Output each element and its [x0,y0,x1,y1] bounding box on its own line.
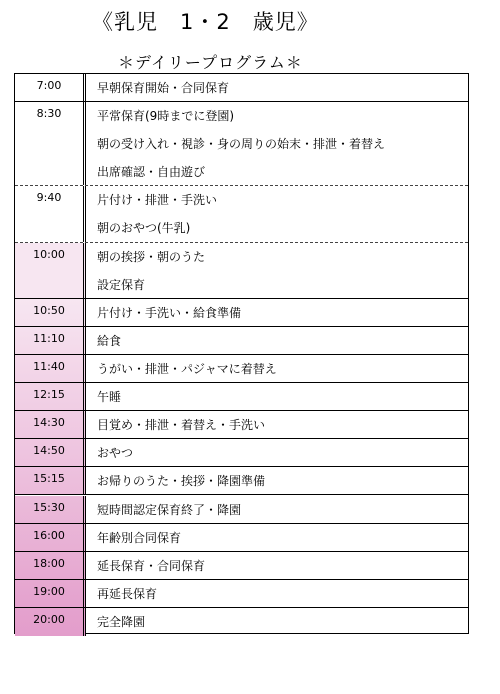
schedule-table [14,73,469,634]
activity-text: 年齢別合同保育 [97,530,182,545]
activity-text: 朝の挨拶・朝のうた [97,249,206,264]
activity-text: 早朝保育開始・合同保育 [97,81,230,95]
time-label: 20:00 [33,612,65,626]
time-cell [15,74,86,101]
time-label: 18:00 [33,556,65,570]
time-label: 9:40 [36,191,62,205]
activity-text: 延長保育・合同保育 [97,558,206,573]
page-subtitle: ＊デイリープログラム＊ [118,53,303,72]
time-cell [15,496,86,523]
schedule-row [15,243,468,299]
schedule-row [15,496,468,524]
time-label: 11:10 [33,331,65,345]
time-cell [15,299,86,326]
schedule-row [15,552,468,580]
schedule-row [15,383,468,411]
time-label: 7:00 [36,79,62,92]
time-cell [15,608,86,636]
time-cell [15,467,86,494]
activity-text: おやつ [97,446,134,461]
schedule-row [15,74,468,102]
time-cell [15,552,86,579]
schedule-row [15,102,468,186]
time-label: 15:30 [33,500,65,514]
time-label: 10:50 [33,303,65,317]
schedule-row [15,524,468,552]
schedule-row [15,411,468,439]
schedule-row [15,355,468,383]
schedule-row [15,580,468,608]
activity-text: 設定保育 [97,277,146,292]
activity-text: 午睡 [97,390,122,405]
schedule-row [15,299,468,327]
activity-text: うがい・排泄・パジャマに着替え [97,362,277,376]
page-title: 《乳児 1・2 歳児》 [92,10,319,34]
time-cell [15,439,86,466]
schedule-row [15,608,468,636]
activity-text: 朝の受け入れ・視診・身の周りの始末・排泄・着替え [97,137,386,152]
activity-text: 片付け・排泄・手洗い [97,193,218,208]
time-cell [15,102,86,185]
schedule-row [15,439,468,467]
schedule-row [15,186,468,242]
activity-text: 短時間認定保育終了・降園 [97,502,242,517]
time-cell [15,327,86,354]
time-cell [15,524,86,551]
activity-text: お帰りのうた・挨拶・降園準備 [97,474,266,489]
time-label: 15:15 [33,472,65,486]
activity-text: 出席確認・自由遊び [97,165,206,180]
time-label: 16:00 [33,528,65,542]
time-cell [15,411,86,438]
time-label: 19:00 [33,584,65,598]
time-label: 14:30 [33,416,65,430]
activity-text: 再延長保育 [97,586,158,601]
time-cell [15,383,86,410]
time-cell [15,355,86,382]
schedule-row [15,327,468,355]
activity-text: 朝のおやつ(牛乳) [97,221,191,236]
time-label: 12:15 [33,388,65,402]
time-label: 14:50 [33,444,65,458]
time-label: 11:40 [33,360,65,373]
time-label: 10:00 [33,247,65,261]
time-cell [15,243,86,298]
time-cell [15,580,86,607]
activity-text: 完全降園 [97,614,146,629]
activity-text: 給食 [97,333,122,348]
time-label: 8:30 [36,107,62,121]
activity-text: 目覚め・排泄・着替え・手洗い [97,418,266,433]
activity-text: 平常保育(9時までに登園) [97,109,234,124]
schedule-row [15,467,468,495]
activity-text: 片付け・手洗い・給食準備 [97,305,242,320]
time-cell [15,186,86,241]
